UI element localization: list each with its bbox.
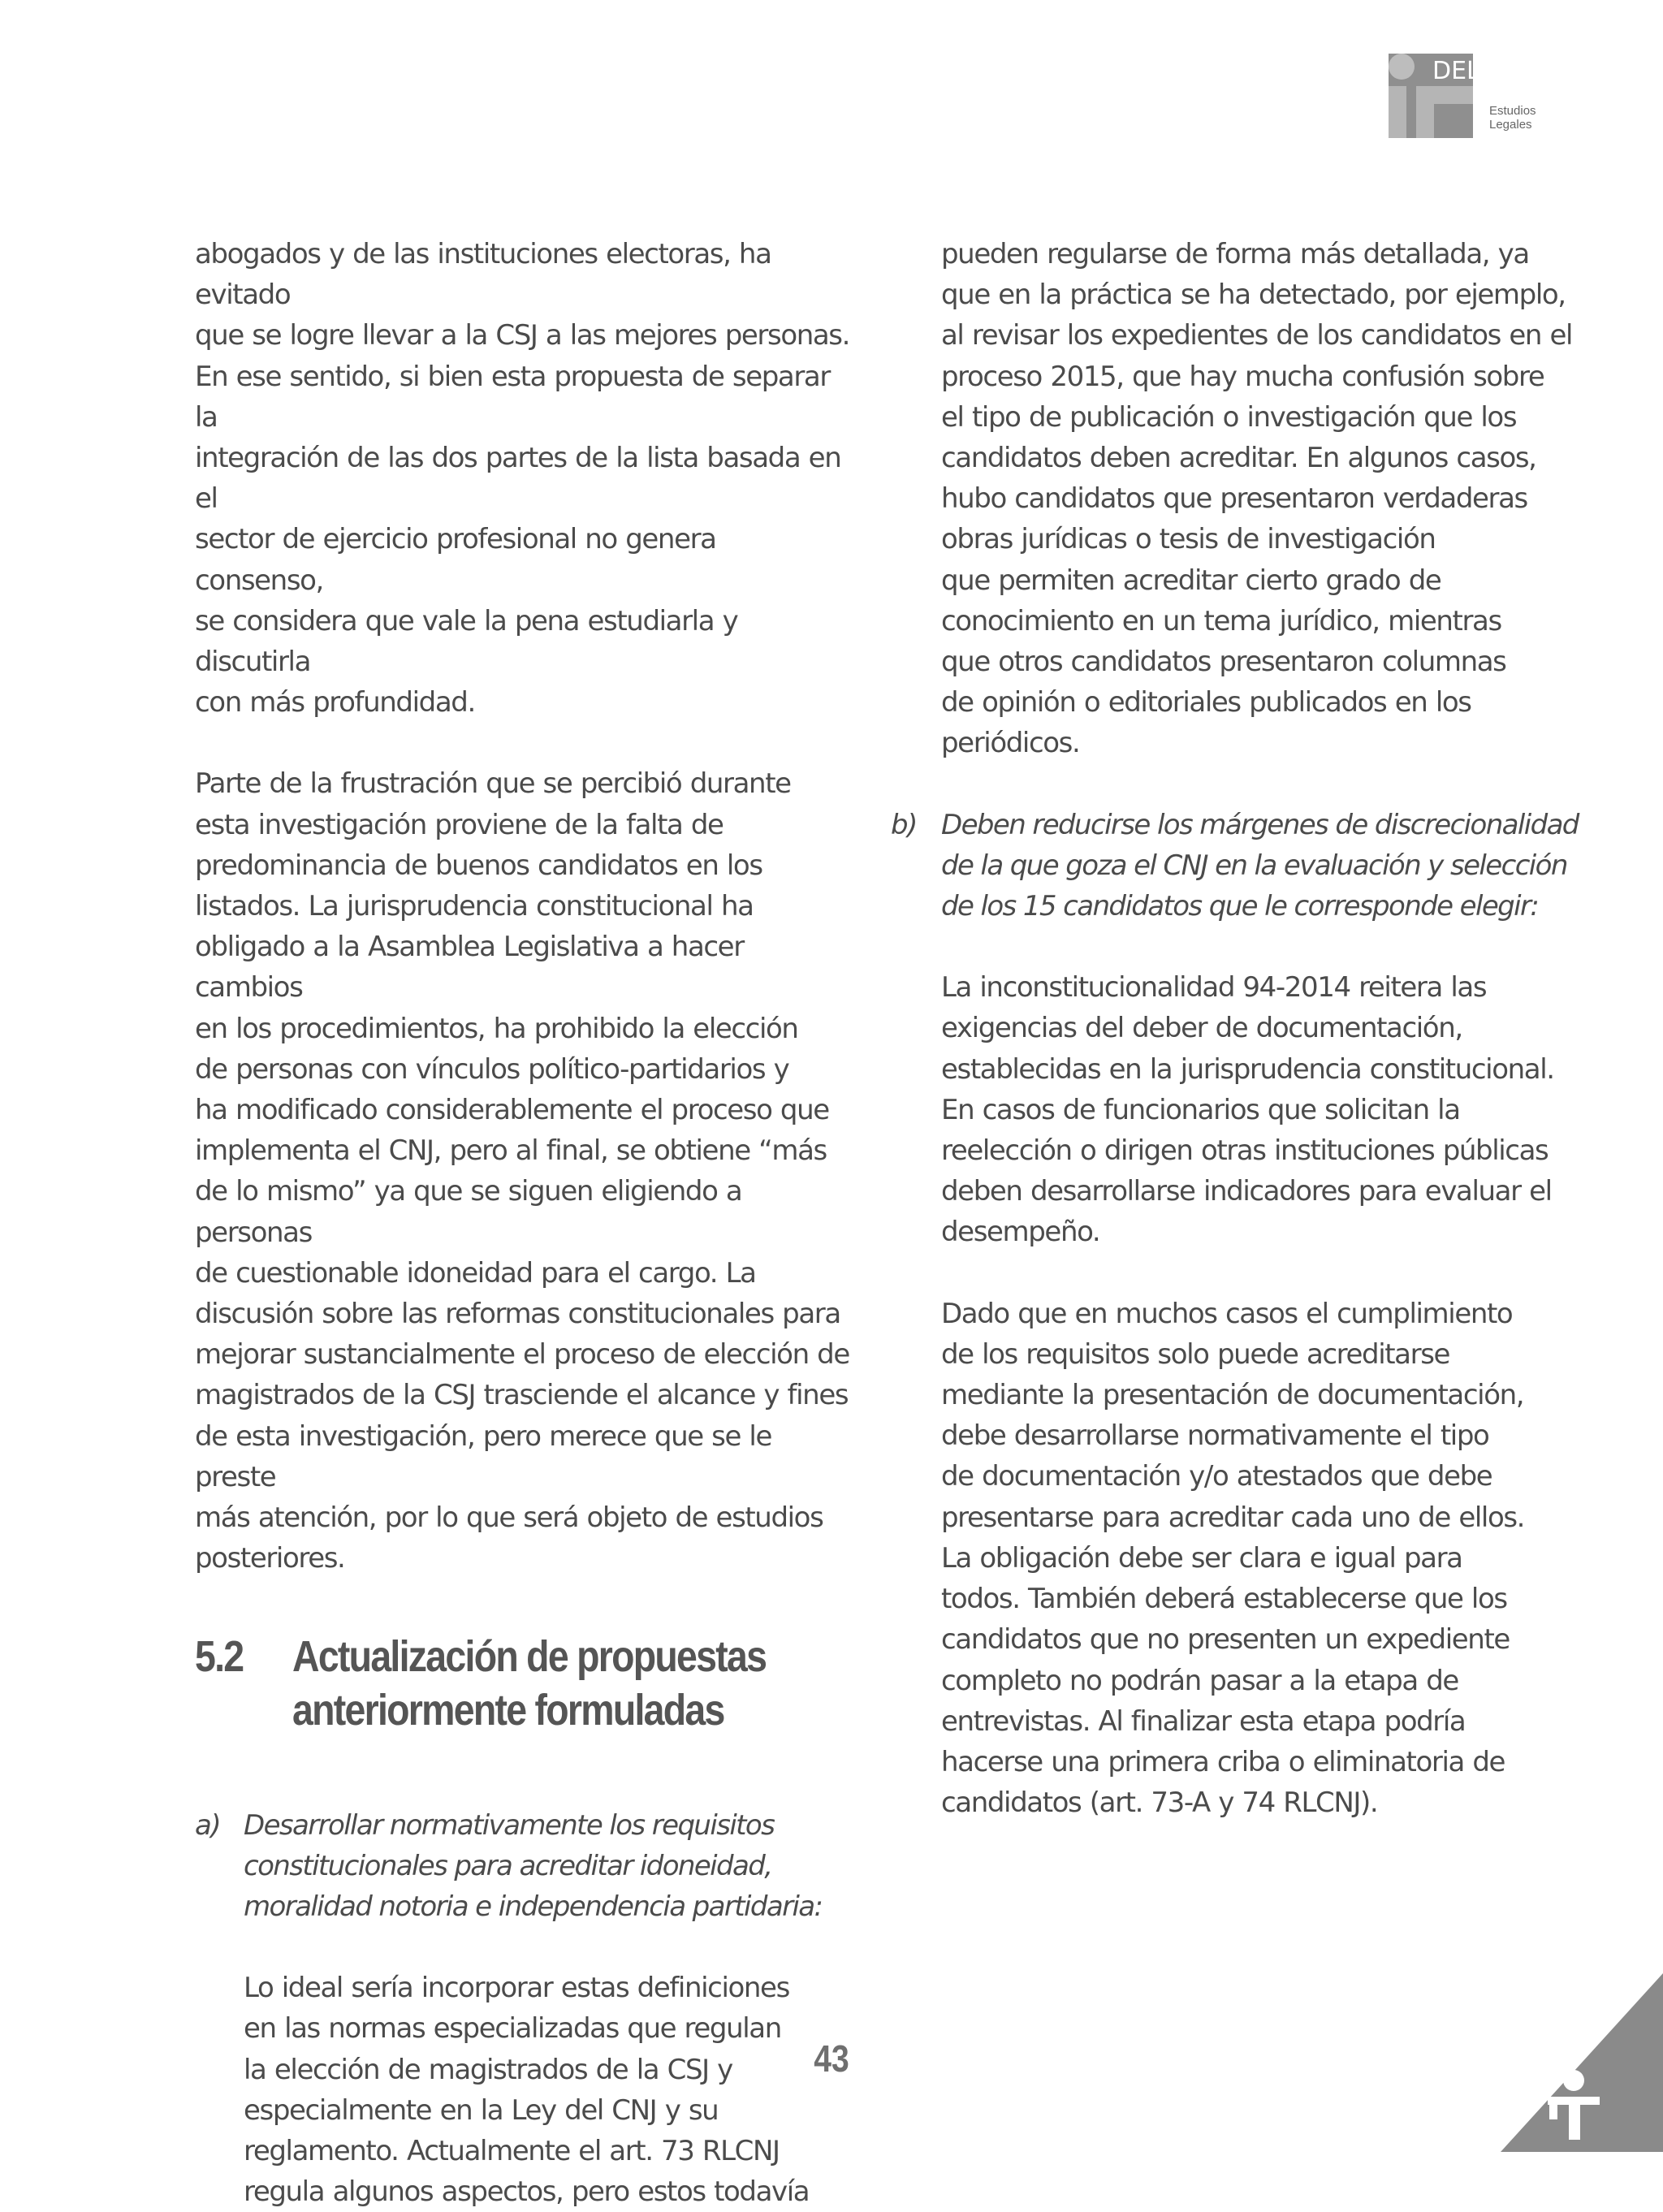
text-line: posteriores. <box>195 1542 344 1575</box>
right-column <box>941 234 1597 1823</box>
text-line: sector de ejercicio profesional no genera consenso, <box>195 523 716 596</box>
del-corner-icon <box>1501 1973 1663 2152</box>
text-line: conocimiento en un tema jurídico, mientras <box>941 605 1501 637</box>
list-item-a <box>195 1805 851 2212</box>
item-a-heading <box>244 1805 851 1928</box>
text-line: debe desarrollarse normativamente el tipo <box>941 1419 1488 1452</box>
text-line: la elección de magistrados de la CSJ y <box>244 2054 732 2086</box>
logo-subtitle-line2: Legales <box>1489 118 1536 132</box>
text-line: candidatos (art. 73-A y 74 RLCNJ). <box>941 1786 1377 1819</box>
text-line: obras jurídicas o tesis de investigación <box>941 523 1436 555</box>
text-line: deben desarrollarse indicadores para evaluar el <box>941 1175 1552 1208</box>
section-number: 5.2 <box>195 1630 279 1737</box>
logo-subtitle-line1: Estudios <box>1489 104 1536 118</box>
section-title-line1: Actualización de propuestas <box>292 1630 766 1683</box>
section-heading <box>195 1630 851 1737</box>
text-line: de lo mismo” ya que se siguen eligiendo a personas <box>195 1175 741 1248</box>
item-b-heading <box>941 805 1597 927</box>
logo-brand: DEL <box>1432 57 1480 85</box>
item-a-paragraph <box>244 1968 851 2212</box>
text-line: candidatos que no presenten un expediente <box>941 1623 1510 1656</box>
text-line: de los requisitos solo puede acreditarse <box>941 1338 1449 1371</box>
text-line: hubo candidatos que presentaron verdaderas <box>941 482 1527 515</box>
text-line: constitucionales para acreditar idoneidad, <box>244 1850 771 1882</box>
text-line: moralidad notoria e independencia partidaria: <box>244 1890 822 1923</box>
corner-decoration <box>1501 1973 1663 2152</box>
text-line: que en la práctica se ha detectado, por ejemplo, <box>941 279 1566 311</box>
text-line: En casos de funcionarios que solicitan la <box>941 1094 1460 1126</box>
list-item-b <box>891 805 1597 1824</box>
item-b-paragraph-2 <box>941 1294 1597 1824</box>
left-paragraph-2 <box>195 763 851 1579</box>
text-line: Desarrollar normativamente los requisitos <box>244 1809 774 1842</box>
text-line: al revisar los expedientes de los candidatos en el <box>941 319 1572 352</box>
text-line: de personas con vínculos político-partidarios y <box>195 1053 788 1086</box>
text-line: establecidas en la jurisprudencia constitucional. <box>941 1053 1554 1086</box>
text-line: el tipo de publicación o investigación que los <box>941 401 1516 434</box>
text-line: listados. La jurisprudencia constitucional ha <box>195 890 754 922</box>
left-paragraph-1 <box>195 234 851 723</box>
text-line: pueden regularse de forma más detallada, ya <box>941 238 1529 270</box>
right-paragraph-1 <box>941 234 1597 764</box>
text-line: con más profundidad. <box>195 686 475 719</box>
item-b-paragraph-1 <box>941 967 1597 1252</box>
text-line: mejorar sustancialmente el proceso de elección de <box>195 1338 849 1371</box>
page-number: 43 <box>125 2037 1539 2080</box>
text-line: que se logre llevar a la CSJ a las mejores personas. <box>195 319 849 352</box>
text-line: que permiten acreditar cierto grado de <box>941 564 1441 597</box>
text-line: discusión sobre las reformas constitucionales para <box>195 1298 840 1330</box>
text-line: de documentación y/o atestados que debe <box>941 1460 1492 1493</box>
section-title <box>292 1630 766 1737</box>
text-line: En ese sentido, si bien esta propuesta de separar la <box>195 361 830 434</box>
text-line: integración de las dos partes de la lista basada en el <box>195 442 840 515</box>
logo <box>1389 54 1543 141</box>
text-line: Lo ideal sería incorporar estas definiciones <box>244 1972 789 2004</box>
text-line: de los 15 candidatos que le corresponde elegir: <box>941 890 1538 922</box>
text-line: reglamento. Actualmente el art. 73 RLCNJ <box>244 2135 780 2167</box>
text-line: implementa el CNJ, pero al final, se obtiene “más <box>195 1134 827 1167</box>
left-column <box>195 234 851 2212</box>
item-b-body <box>941 805 1597 1824</box>
text-line: que otros candidatos presentaron columnas <box>941 646 1506 678</box>
text-line: magistrados de la CSJ trasciende el alcance y fines <box>195 1379 848 1411</box>
text-line: proceso 2015, que hay mucha confusión sobre <box>941 361 1544 393</box>
logo-subtitle <box>1489 104 1536 132</box>
text-line: obligado a la Asamblea Legislativa a hacer cambios <box>195 931 744 1004</box>
text-line: candidatos deben acreditar. En algunos casos, <box>941 442 1536 474</box>
text-line: todos. También deberá establecerse que los <box>941 1583 1507 1615</box>
text-line: hacerse una primera criba o eliminatoria de <box>941 1746 1505 1778</box>
text-line: desempeño. <box>941 1216 1099 1248</box>
text-line: reelección o dirigen otras instituciones públicas <box>941 1134 1548 1167</box>
text-line: de esta investigación, pero merece que se le preste <box>195 1420 771 1493</box>
item-a-body <box>244 1805 851 2212</box>
text-line: presentarse para acreditar cada uno de ellos. <box>941 1501 1524 1534</box>
text-line: ha modificado considerablemente el proceso que <box>195 1094 829 1126</box>
text-line: mediante la presentación de documentación, <box>941 1379 1523 1411</box>
text-line: abogados y de las instituciones electoras, ha evitado <box>195 238 771 311</box>
text-line: especialmente en la Ley del CNJ y su <box>244 2094 718 2127</box>
text-line: Dado que en muchos casos el cumplimiento <box>941 1298 1512 1330</box>
text-line: entrevistas. Al finalizar esta etapa podría <box>941 1705 1465 1738</box>
text-line: de opinión o editoriales publicados en los <box>941 686 1471 719</box>
text-line: periódicos. <box>941 727 1079 759</box>
text-line: de cuestionable idoneidad para el cargo. La <box>195 1257 756 1290</box>
text-line: La inconstitucionalidad 94-2014 reitera las <box>941 971 1486 1004</box>
text-line: Parte de la frustración que se percibió durante <box>195 767 791 800</box>
text-line: completo no podrán pasar a la etapa de <box>941 1665 1458 1697</box>
text-line: en las normas especializadas que regulan <box>244 2012 781 2045</box>
text-line: de la que goza el CNJ en la evaluación y selección <box>941 849 1567 882</box>
text-line: más atención, por lo que será objeto de estudios <box>195 1501 823 1534</box>
item-label-b: b) <box>891 805 941 1824</box>
text-line: se considera que vale la pena estudiarla y discutirla <box>195 605 737 678</box>
text-line: esta investigación proviene de la falta de <box>195 809 724 841</box>
section-title-line2: anteriormente formuladas <box>292 1683 766 1737</box>
text-line: exigencias del deber de documentación, <box>941 1012 1462 1044</box>
text-line: predominancia de buenos candidatos en los <box>195 849 762 882</box>
text-line: La obligación debe ser clara e igual para <box>941 1542 1462 1575</box>
text-line: Deben reducirse los márgenes de discrecionalidad <box>941 809 1579 841</box>
text-line: regula algunos aspectos, pero estos todavía <box>244 2175 809 2208</box>
item-label-a: a) <box>195 1805 244 2212</box>
text-line: en los procedimientos, ha prohibido la elección <box>195 1013 798 1045</box>
